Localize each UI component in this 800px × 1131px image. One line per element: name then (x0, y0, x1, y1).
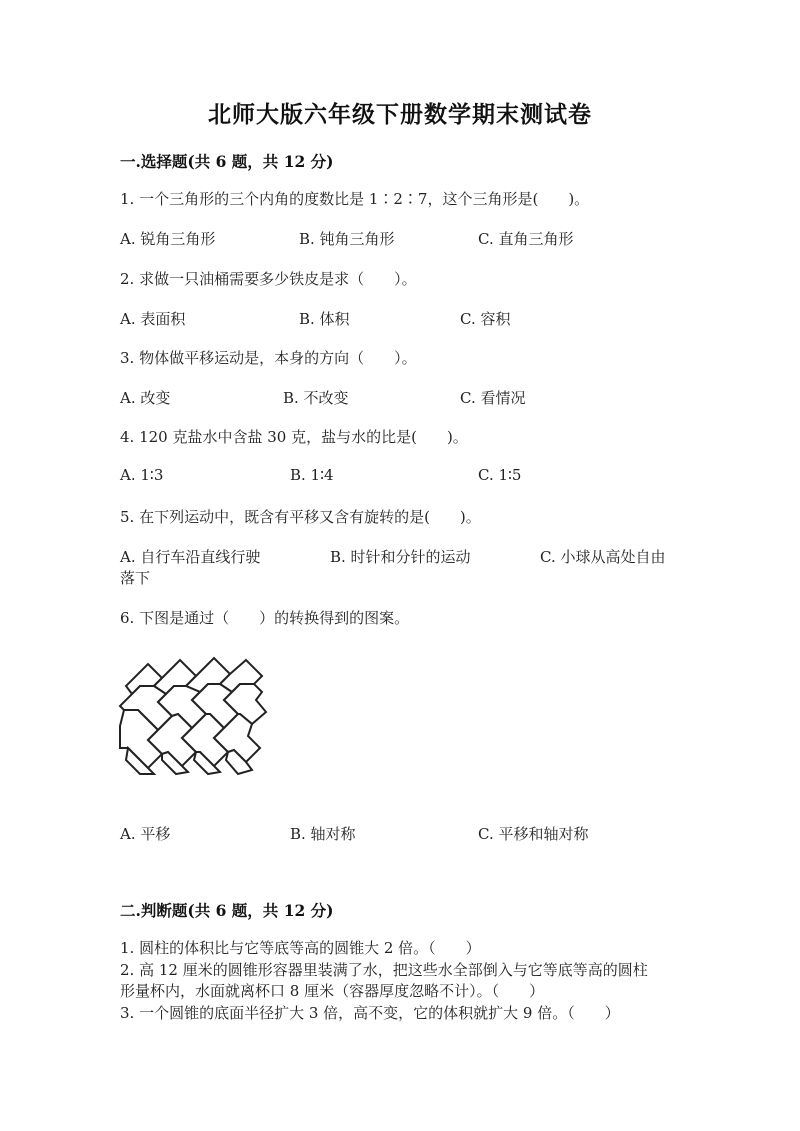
q5-option-c-continued: 落下 (120, 569, 151, 587)
section-heading-choice: 一.选择题(共 6 题，共 12 分) (120, 152, 334, 171)
judgement-1: 1. 圆柱的体积比与它等底等高的圆锥大 2 倍。（ ） (120, 939, 481, 957)
judgement-2-continued: 形量杯内，水面就离杯口 8 厘米（容器厚度忽略不计）。（ ） (120, 982, 545, 1000)
q2-option-b: B. 体积 (299, 310, 350, 328)
page-title: 北师大版六年级下册数学期末测试卷 (208, 101, 592, 128)
q4-option-a: A. 1∶3 (120, 466, 164, 484)
section-heading-judgement: 二.判断题(共 6 题，共 12 分) (120, 901, 334, 920)
q4-option-c: C. 1∶5 (478, 466, 522, 484)
question-4: 4. 120 克盐水中含盐 30 克，盐与水的比是( )。 (120, 428, 468, 446)
q3-option-b: B. 不改变 (283, 389, 349, 407)
judgement-2: 2. 高 12 厘米的圆锥形容器里装满了水，把这些水全部倒入与它等底等高的圆柱 (120, 961, 648, 979)
q5-option-a: A. 自行车沿直线行驶 (120, 548, 261, 566)
judgement-3: 3. 一个圆锥的底面半径扩大 3 倍，高不变，它的体积就扩大 9 倍。（ ） (120, 1004, 620, 1022)
q1-option-c: C. 直角三角形 (478, 230, 574, 248)
q3-option-c: C. 看情况 (460, 389, 526, 407)
question-1: 1. 一个三角形的三个内角的度数比是 1∶2∶7，这个三角形是( )。 (120, 190, 590, 208)
q4-option-b: B. 1∶4 (290, 466, 334, 484)
q6-option-b: B. 轴对称 (290, 825, 356, 843)
q5-option-b: B. 时针和分针的运动 (330, 548, 471, 566)
q1-option-b: B. 钝角三角形 (299, 230, 395, 248)
q5-option-c: C. 小球从高处自由 (540, 548, 666, 566)
q3-option-a: A. 改变 (120, 389, 171, 407)
q6-option-c: C. 平移和轴对称 (478, 825, 589, 843)
q6-option-a: A. 平移 (120, 825, 171, 843)
q2-option-c: C. 容积 (460, 310, 511, 328)
question-5: 5. 在下列运动中，既含有平移又含有旋转的是( )。 (120, 508, 481, 526)
q2-option-a: A. 表面积 (120, 310, 186, 328)
question-6: 6. 下图是通过（ ）的转换得到的图案。 (120, 609, 410, 627)
tiling-pattern-figure (118, 656, 268, 781)
q1-option-a: A. 锐角三角形 (120, 230, 216, 248)
question-2: 2. 求做一只油桶需要多少铁皮是求（ ）。 (120, 270, 417, 288)
question-3: 3. 物体做平移运动是，本身的方向（ ）。 (120, 349, 417, 367)
